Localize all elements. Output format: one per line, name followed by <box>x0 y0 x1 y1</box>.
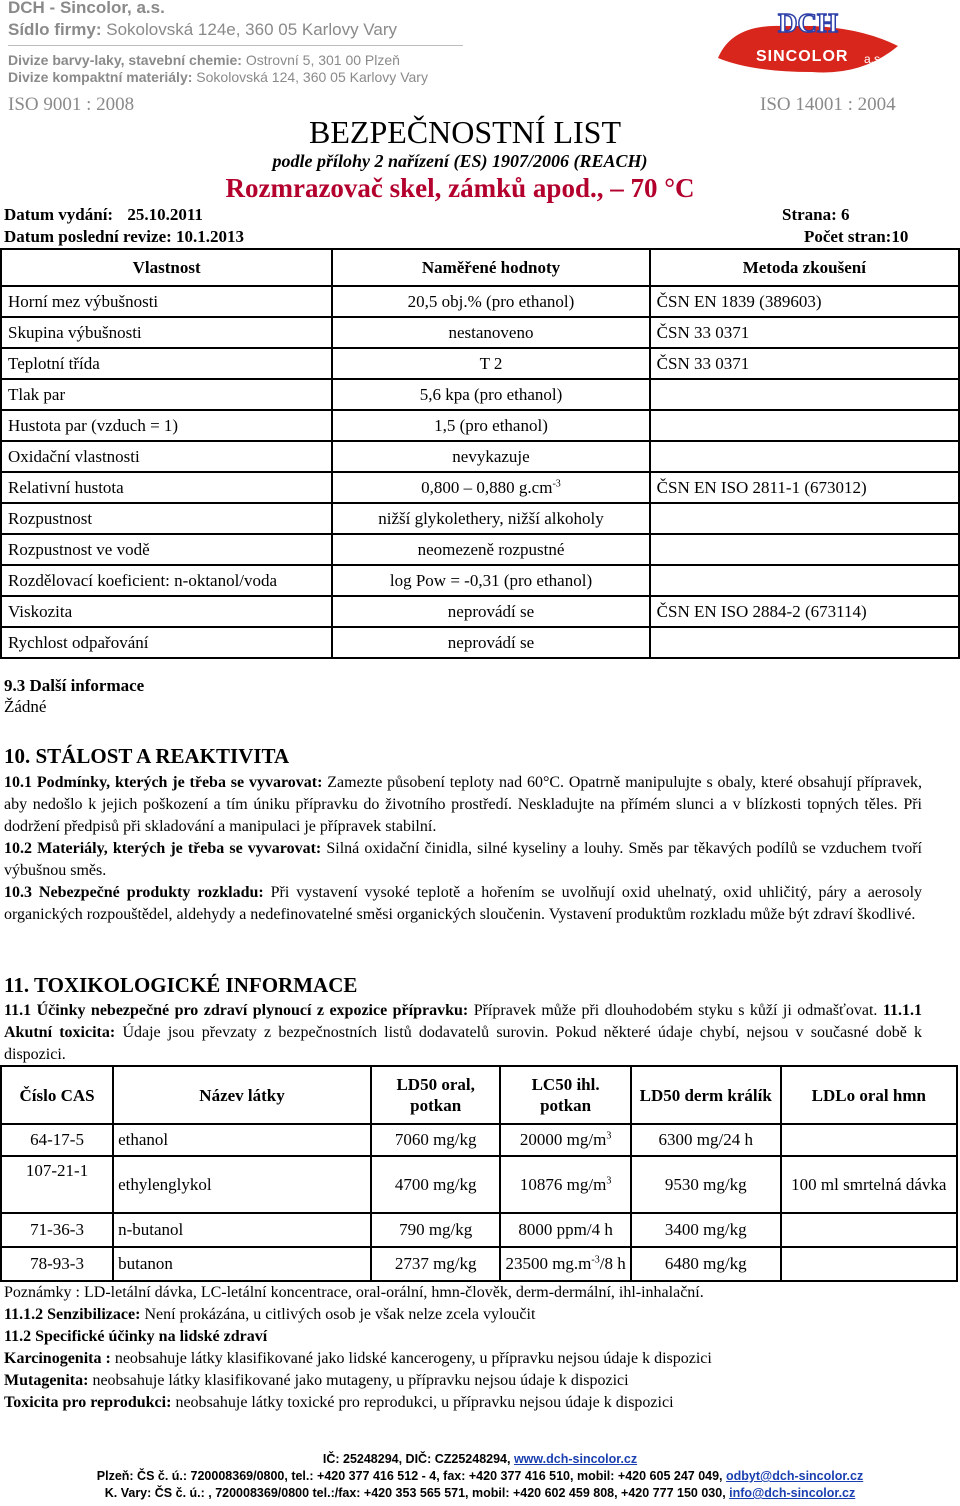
document-title: BEZPEČNOSTNÍ LIST <box>309 114 621 150</box>
reproductive-toxicity <box>4 1394 674 1412</box>
substance-cell: ethanol <box>113 1124 371 1156</box>
property-cell: Tlak par <box>1 379 332 410</box>
method-cell: ČSN EN ISO 2884-2 (673114) <box>650 596 959 627</box>
table-row <box>1 596 959 627</box>
lc50-exponent: -3 <box>591 1254 600 1266</box>
product-name: Rozmrazovač skel, zámků apod., – 70 °C <box>225 173 695 203</box>
method-cell: ČSN EN ISO 2811-1 (673012) <box>650 472 959 503</box>
table-row <box>1 1247 957 1281</box>
table-row <box>1 534 959 565</box>
division-1-value: Ostrovní 5, 301 00 Plzeň <box>245 52 400 68</box>
logo-top-text: DCH <box>778 8 838 38</box>
property-cell: Skupina výbušnosti <box>1 317 332 348</box>
cas-cell: 64-17-5 <box>1 1124 113 1156</box>
table-row <box>1 627 959 658</box>
lc50-value: 20000 mg/m <box>519 1130 607 1149</box>
ld50-oral-cell: 2737 mg/kg <box>371 1247 500 1281</box>
pages-value: 10 <box>891 227 909 246</box>
method-cell <box>650 565 959 596</box>
company-logo <box>712 6 902 76</box>
value-cell <box>332 472 649 503</box>
header-lc50-ihl: LC50 ihl. potkan <box>500 1066 630 1124</box>
property-cell: Rozdělovací koeficient: n-oktanol/voda <box>1 565 332 596</box>
section-11-1-1-label: 11.1.1 Akutní toxicita: <box>4 1002 923 1041</box>
footer-line-3 <box>0 1486 960 1500</box>
table-row <box>1 472 959 503</box>
section-10-1 <box>4 772 922 838</box>
cas-cell: 71-36-3 <box>1 1213 113 1247</box>
lc50-cell <box>500 1124 630 1156</box>
section-11-1-text: Přípravek může při dlouhodobém styku s kůží ji odmašťovat. <box>473 1002 878 1019</box>
revision-value: 10.1.2013 <box>176 227 245 246</box>
value-cell: 1,5 (pro ethanol) <box>332 410 649 441</box>
page-number <box>782 205 850 225</box>
document-subtitle: podle přílohy 2 nařízení (ES) 1907/2006 (REACH) <box>272 151 648 171</box>
header-ld50-derm: LD50 derm králík <box>631 1066 781 1124</box>
section-10-3-text: Při vystavení vysoké teplotě a hořením se uvolňují oxid uhelnatý, oxid uhličitý, páry a aerosoly organických rozpouštědel, aldehydy a nedefinovatelné směsi organických sloučenin. Vystavení produktům rozkladu může být zdraví škodlivé. <box>4 884 923 923</box>
section-9-3-text: Žádné <box>4 697 47 716</box>
substance-cell: n-butanol <box>113 1213 371 1247</box>
ldlo-cell <box>781 1247 957 1281</box>
header-ld50-oral: LD50 oral, potkan <box>371 1066 500 1124</box>
value-cell: neprovádí se <box>332 627 649 658</box>
ld50-derm-cell: 3400 mg/kg <box>631 1213 781 1247</box>
section-10-1-label: 10.1 Podmínky, kterých je třeba se vyvarovat: <box>4 774 323 791</box>
value-cell: 5,6 kpa (pro ethanol) <box>332 379 649 410</box>
section-11-2-heading: 11.2 Specifické účinky na lidské zdraví <box>4 1328 268 1345</box>
ld50-derm-cell: 6480 mg/kg <box>631 1247 781 1281</box>
logo-bottom-text: SINCOLOR <box>756 48 849 65</box>
property-cell: Rychlost odpařování <box>1 627 332 658</box>
properties-header-row <box>1 249 959 286</box>
value-cell: nižší glykolethery, nižší alkoholy <box>332 503 649 534</box>
carcinogenicity-label: Karcinogenita : <box>4 1350 111 1367</box>
lc50-exponent: 3 <box>606 1130 612 1142</box>
table-row <box>1 503 959 534</box>
sensitization-label: 11.1.2 Senzibilizace: <box>4 1306 141 1323</box>
lc50-cell <box>500 1156 630 1213</box>
method-cell <box>650 627 959 658</box>
pages-label: Počet stran: <box>804 227 892 246</box>
carcinogenicity-text: neobsahuje látky klasifikované jako lidské kancerogeny, u přípravku nejsou údaje k dispozici <box>114 1350 712 1367</box>
property-cell: Relativní hustota <box>1 472 332 503</box>
footer-ids: IČ: 25248294, DIČ: CZ25248294, <box>322 1452 514 1466</box>
table-row <box>1 348 959 379</box>
section-10-3-label: 10.3 Nebezpečné produkty rozkladu: <box>4 884 264 901</box>
footer-karlovy-vary: K. Vary: ČS č. ú.: , 720008369/0800 tel.:/fax: +420 353 565 571, mobil: +420 602 459 808, +420 777 150 030, <box>104 1486 730 1500</box>
mutagenicity-label: Mutagenita: <box>4 1372 89 1389</box>
footer-info-email-link[interactable]: info@dch-sincolor.cz <box>729 1486 856 1500</box>
table-row <box>1 379 959 410</box>
table-row <box>1 317 959 348</box>
revision-label: Datum poslední revize: <box>4 227 172 246</box>
density-unit-exponent: -3 <box>552 477 561 489</box>
issue-date-value: 25.10.2011 <box>127 205 203 224</box>
section-10-heading: 10. STÁLOST A REAKTIVITA <box>4 744 290 768</box>
logo-suffix: a.s. <box>864 52 884 66</box>
ld50-oral-cell: 7060 mg/kg <box>371 1124 500 1156</box>
properties-table <box>0 248 960 659</box>
value-cell: 20,5 obj.% (pro ethanol) <box>332 286 649 317</box>
value-cell: log Pow = -0,31 (pro ethanol) <box>332 565 649 596</box>
toxicity-table <box>0 1065 958 1282</box>
division-1-label: Divize barvy-laky, stavební chemie: <box>8 52 242 68</box>
value-cell: T 2 <box>332 348 649 379</box>
lc50-cell: 8000 ppm/4 h <box>500 1213 630 1247</box>
header-ldlo-oral: LDLo oral hmn <box>781 1066 957 1124</box>
footer-website-link[interactable]: www.dch-sincolor.cz <box>513 1452 638 1466</box>
table-row <box>1 1156 957 1213</box>
method-cell <box>650 410 959 441</box>
ldlo-cell: 100 ml smrtelná dávka <box>781 1156 957 1213</box>
table-row <box>1 1213 957 1247</box>
property-cell: Teplotní třída <box>1 348 332 379</box>
company-name: DCH - Sincolor, a.s. <box>8 0 165 17</box>
toxicity-notes: Poznámky : LD-letální dávka, LC-letální koncentrace, oral-orální, hmn-člověk, derm-dermální, ihl-inhalační. <box>4 1284 704 1301</box>
mutagenicity-text: neobsahuje látky klasifikované jako mutageny, u přípravku nejsou údaje k dispozici <box>92 1372 629 1389</box>
division-2-label: Divize kompaktní materiály: <box>8 69 193 85</box>
cas-cell: 78-93-3 <box>1 1247 113 1281</box>
footer-line-1 <box>0 1452 960 1466</box>
value-cell: nevykazuje <box>332 441 649 472</box>
value-cell: neprovádí se <box>332 596 649 627</box>
ldlo-cell <box>781 1124 957 1156</box>
substance-cell: butanon <box>113 1247 371 1281</box>
lc50-suffix: /8 h <box>599 1254 626 1273</box>
mutagenicity <box>4 1372 629 1390</box>
substance-cell: ethylenglykol <box>113 1156 371 1213</box>
table-row <box>1 565 959 596</box>
section-9-3-heading: 9.3 Další informace <box>4 676 145 695</box>
value-cell: neomezeně rozpustné <box>332 534 649 565</box>
ld50-oral-cell: 4700 mg/kg <box>371 1156 500 1213</box>
sensitization-text: Není prokázána, u citlivých osob je však nelze zcela vyloučit <box>144 1306 536 1323</box>
method-cell: ČSN EN 1839 (389603) <box>650 286 959 317</box>
density-value: 0,800 – 0,880 g.cm <box>421 477 553 497</box>
ldlo-cell <box>781 1213 957 1247</box>
lc50-value: 10876 mg/m <box>519 1174 607 1194</box>
property-cell: Oxidační vlastnosti <box>1 441 332 472</box>
table-row <box>1 286 959 317</box>
iso-9001: ISO 9001 : 2008 <box>8 94 135 115</box>
section-10-2-label: 10.2 Materiály, kterých je třeba se vyvarovat: <box>4 840 322 857</box>
page-value: 6 <box>841 205 850 224</box>
table-row <box>1 410 959 441</box>
section-10-2 <box>4 838 922 882</box>
section-11-1 <box>4 1000 922 1066</box>
property-cell: Viskozita <box>1 596 332 627</box>
reproductive-toxicity-label: Toxicita pro reprodukci: <box>4 1394 172 1411</box>
ld50-derm-cell: 9530 mg/kg <box>631 1156 781 1213</box>
property-cell: Rozpustnost <box>1 503 332 534</box>
division-1 <box>8 52 400 68</box>
division-2-value: Sokolovská 124, 360 05 Karlovy Vary <box>196 69 428 85</box>
section-10-2-text: Silná oxidační činidla, silné kyseliny a louhy. Směs par těkavých podílů se vzduchem tvoří výbušnou směs. <box>4 840 923 879</box>
method-cell <box>650 534 959 565</box>
method-cell <box>650 503 959 534</box>
header-divider <box>8 45 463 46</box>
table-row <box>1 1124 957 1156</box>
section-10-1-text: Zamezte působení teploty nad 60°C. Opatrně manipulujte s obaly, které obsahují přípravek, aby nedošlo k jejich poškození a tím úniku přípravku do životního prostředí. Neskladujte na přímém slunci a v blízkosti topných těles. Při dodržení předpisů při skladování a manipulaci je přípravek stabilní. <box>4 774 922 835</box>
header-method: Metoda zkoušení <box>650 249 959 286</box>
ld50-derm-cell: 6300 mg/24 h <box>631 1124 781 1156</box>
seat-label: Sídlo firmy: <box>8 20 102 39</box>
division-2 <box>8 69 428 85</box>
seat-value: Sokolovská 124e, 360 05 Karlovy Vary <box>106 20 397 39</box>
header-cas: Číslo CAS <box>1 1066 113 1124</box>
method-cell: ČSN 33 0371 <box>650 317 959 348</box>
header-substance: Název látky <box>113 1066 371 1124</box>
table-row <box>1 441 959 472</box>
iso-14001: ISO 14001 : 2004 <box>760 94 896 115</box>
carcinogenicity <box>4 1350 712 1368</box>
method-cell <box>650 441 959 472</box>
issue-date-label: Datum vydání: <box>4 205 114 224</box>
lc50-value: 23500 mg.m <box>505 1254 592 1273</box>
footer-sales-email-link[interactable]: odbyt@dch-sincolor.cz <box>726 1469 864 1483</box>
page-label: Strana: <box>782 205 837 224</box>
reproductive-toxicity-text: neobsahuje látky toxické pro reprodukci, u přípravku nejsou údaje k dispozici <box>175 1394 674 1411</box>
method-cell <box>650 379 959 410</box>
value-cell: nestanoveno <box>332 317 649 348</box>
section-11-heading: 11. TOXIKOLOGICKÉ INFORMACE <box>4 973 358 997</box>
revision-date <box>4 227 244 247</box>
toxicity-header-row <box>1 1066 957 1124</box>
property-cell: Horní mez výbušnosti <box>1 286 332 317</box>
issue-date <box>4 205 203 225</box>
property-cell: Hustota par (vzduch = 1) <box>1 410 332 441</box>
page-count <box>804 227 908 247</box>
cas-cell: 107-21-1 <box>1 1156 113 1213</box>
footer-line-2 <box>0 1469 960 1483</box>
lc50-exponent: 3 <box>606 1174 612 1186</box>
method-cell: ČSN 33 0371 <box>650 348 959 379</box>
property-cell: Rozpustnost ve vodě <box>1 534 332 565</box>
footer-plzen: Plzeň: ČS č. ú.: 720008369/0800, tel.: +420 377 416 512 - 4, fax: +420 377 416 510, mobil: +420 605 247 049, <box>96 1469 727 1483</box>
header-measured: Naměřené hodnoty <box>332 249 649 286</box>
lc50-cell <box>500 1247 630 1281</box>
sensitization <box>4 1306 535 1324</box>
section-11-1-label: 11.1 Účinky nebezpečné pro zdraví plynoucí z expozice přípravku: <box>4 1002 469 1019</box>
ld50-oral-cell: 790 mg/kg <box>371 1213 500 1247</box>
section-10-3 <box>4 882 922 926</box>
company-seat <box>8 20 397 40</box>
header-property: Vlastnost <box>1 249 332 286</box>
section-11-1-1-text: Údaje jsou převzaty z bezpečnostních listů dodavatelů surovin. Pokud některé údaje chybí, nejsou v současné době k dispozici. <box>4 1024 923 1063</box>
